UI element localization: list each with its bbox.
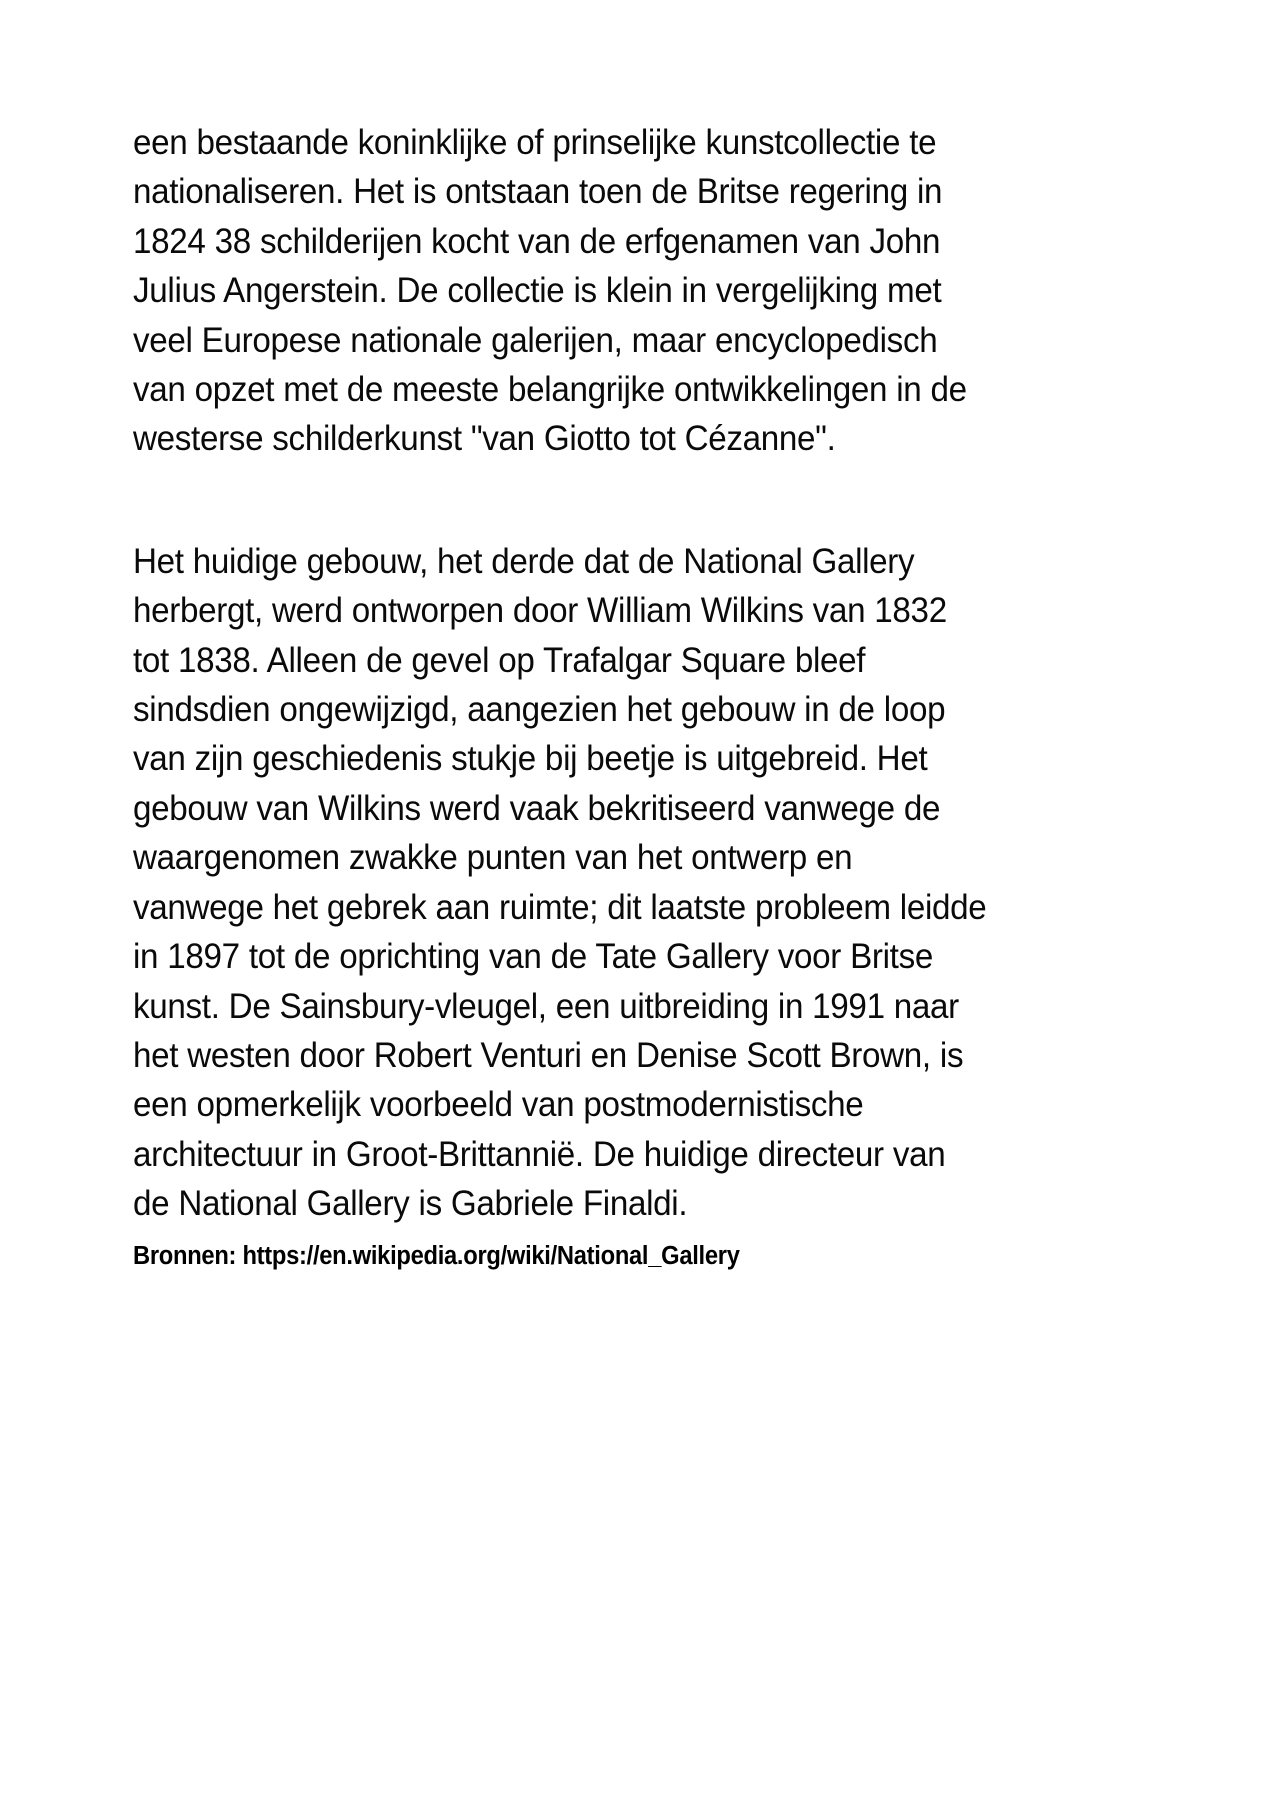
source-reference: Bronnen: https://en.wikipedia.org/wiki/National_Gallery [133, 1241, 740, 1270]
paragraph-spacer [133, 464, 988, 537]
paragraph-national-gallery-origin: een bestaande koninklijke of prinselijke kunstcollectie te nationaliseren. Het is ontstaan toen de Britse regering in 1824 38 schilderijen kocht van de erfgenamen van John Julius Angerstein. De collectie is klein in vergelijking met veel Europese nationale galerijen, maar encyclopedisch van opzet met de meeste belangrijke ontwikkelingen in de westerse schilderkunst "van Giotto tot Cézanne". [133, 122, 976, 459]
source-spacer [133, 1229, 988, 1239]
paragraph-national-gallery-building: Het huidige gebouw, het derde dat de National Gallery herbergt, werd ontworpen door William Wilkins van 1832 tot 1838. Alleen de gevel op Trafalgar Square bleef sindsdien ongewijzigd, aangezien het gebouw in de loop van zijn geschiedenis stukje bij beetje is uitgebreid. Het gebouw van Wilkins werd vaak bekritiseerd vanwege de waargenomen zwakke punten van het ontwerp en vanwege het gebrek aan ruimte; dit laatste probleem leidde in 1897 tot de oprichting van de Tate Gallery voor Britse kunst. De Sainsbury-vleugel, een uitbreiding in 1991 naar het westen door Robert Venturi en Denise Scott Brown, is een opmerkelijk voorbeeld van postmodernistische architectuur in Groot-Brittannië. De huidige directeur van de National Gallery is Gabriele Finaldi. [133, 540, 996, 1224]
document-content [133, 118, 996, 1273]
